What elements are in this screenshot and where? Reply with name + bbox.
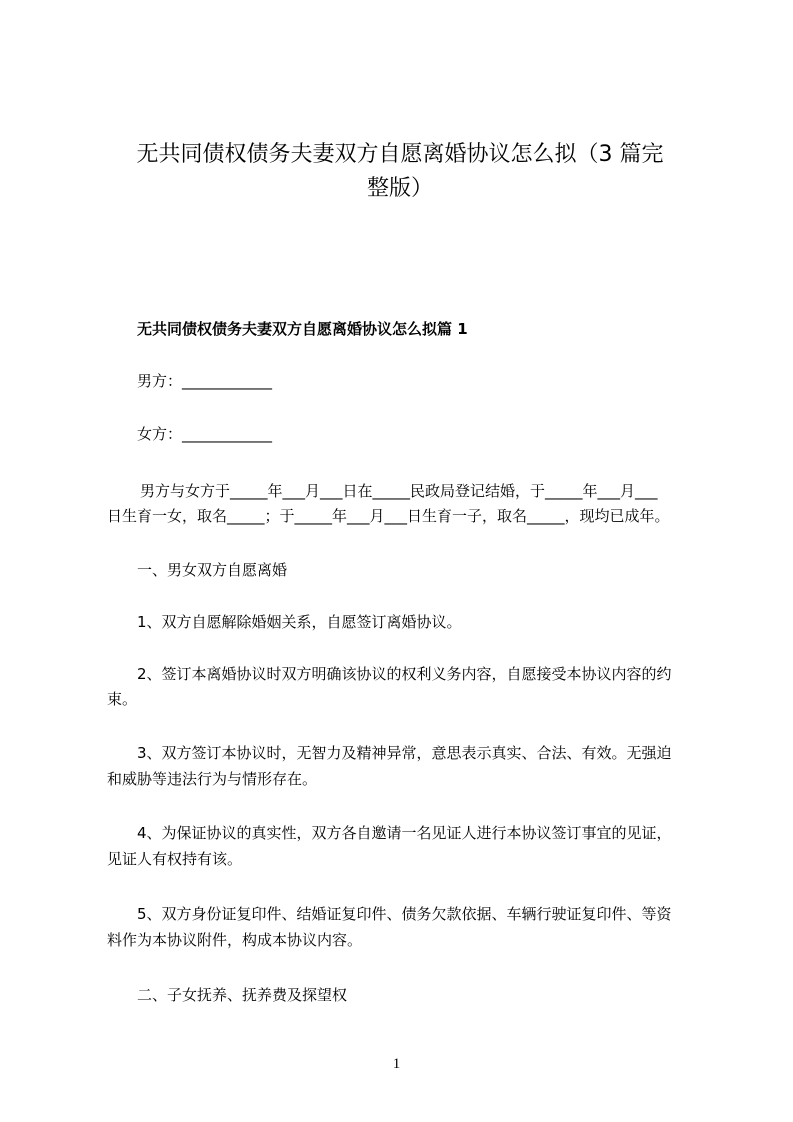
male-party-field: 男方：____________	[137, 372, 273, 390]
clause-4-line-2: 见证人有权持有该。	[107, 850, 243, 868]
clause-5-line-1: 5、双方身份证复印件、结婚证复印件、债务欠款依据、车辆行驶证复印件、等资	[137, 905, 672, 923]
intro-paragraph-line-2: 日生育一女，取名_____；于_____年___月___日生育一子，取名_____，现均已成年。	[107, 507, 670, 525]
document-title	[100, 138, 700, 206]
clause-1: 1、双方自愿解除婚姻关系，自愿签订离婚协议。	[137, 613, 462, 631]
clause-3-line-1: 3、双方签订本协议时，无智力及精神异常，意思表示真实、合法、有效。无强迫	[137, 744, 672, 762]
section-2-title: 二、子女抚养、抚养费及探望权	[137, 986, 348, 1004]
page-number: 1	[392, 1056, 401, 1072]
section-1-title: 一、男女双方自愿离婚	[137, 561, 288, 579]
document-title-line-2: 整版）	[366, 176, 433, 201]
intro-paragraph-line-1: 男方与女方于_____年___月___日在_____民政局登记结婚，于_____年___月___	[140, 482, 658, 500]
female-party-field: 女方：____________	[137, 425, 273, 443]
clause-3-line-2: 和威胁等违法行为与情形存在。	[107, 770, 318, 788]
clause-2-line-2: 束。	[107, 690, 138, 708]
clause-2-line-1: 2、签订本离婚协议时双方明确该协议的权利义务内容，自愿接受本协议内容的约	[137, 665, 672, 683]
clause-4-line-1: 4、为保证协议的真实性，双方各自邀请一名见证人进行本协议签订事宜的见证，	[137, 824, 672, 842]
section-heading: 无共同债权债务夫妻双方自愿离婚协议怎么拟篇 1	[137, 320, 468, 338]
document-title-line-1: 无共同债权债务夫妻双方自愿离婚协议怎么拟（3 篇完	[136, 142, 664, 167]
clause-5-line-2: 料作为本协议附件，构成本协议内容。	[107, 931, 363, 949]
